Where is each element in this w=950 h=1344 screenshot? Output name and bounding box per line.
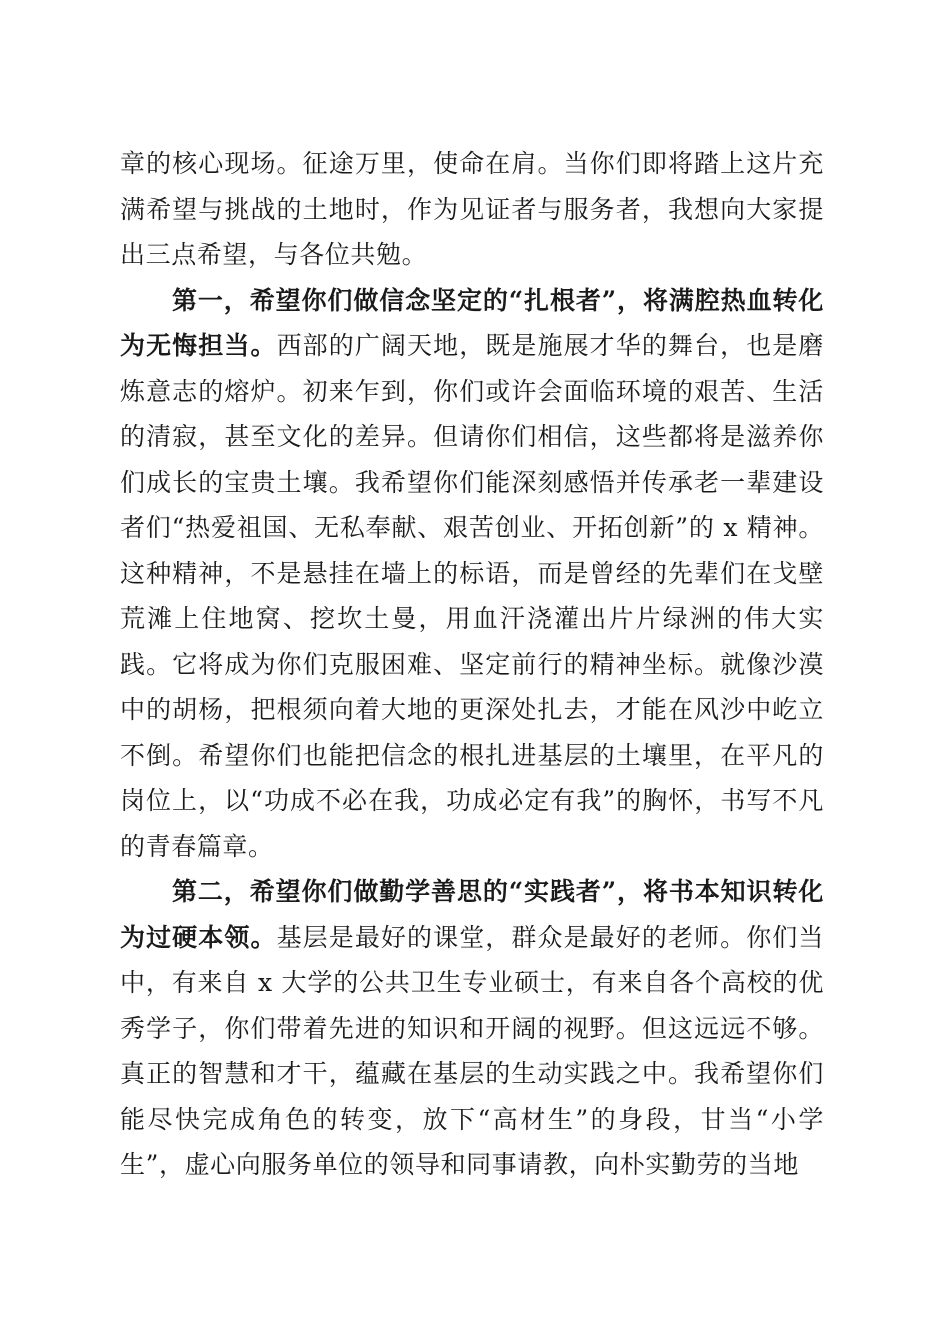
paragraph-lead: 第一，希望你们做信念坚定的“扎根者”，将满腔热血转化为无悔担当。 <box>120 285 824 360</box>
document-body <box>120 141 824 1188</box>
paragraph-text: 西部的广阔天地，既是施展才华的舞台，也是磨炼意志的熔炉。初来乍到，你们或许会面临环境的艰苦、生活的清寂，甚至文化的差异。但请你们相信，这些都将是滋养你们成长的宝贵土壤。我希望你们能深刻感悟并传承老一辈建设者们“热爱祖国、无私奉献、艰苦创业、开拓创新”的 x 精神。这种精神，不是悬挂在墙上的标语，而是曾经的先辈们在戈壁荒滩上住地窝、挖坎土曼，用血汗浇灌出片片绿洲的伟大实践。它将成为你们克服困难、坚定前行的精神坐标。就像沙漠中的胡杨，把根须向着大地的更深处扎去，才能在风沙中屹立不倒。希望你们也能把信念的根扎进基层的土壤里，在平凡的岗位上，以“功成不必在我，功成必定有我”的胸怀，书写不凡的青春篇章。 <box>120 331 824 861</box>
paragraph-first-hope <box>120 278 824 870</box>
paragraph-text: 基层是最好的课堂，群众是最好的老师。你们当中，有来自 x 大学的公共卫生专业硕士，有来自各个高校的优秀学子，你们带着先进的知识和开阔的视野。但这远远不够。真正的智慧和才干，蕴藏在基层的生动实践之中。我希望你们能尽快完成角色的转变，放下“高材生”的身段，甘当“小学生”，虚心向服务单位的领导和同事请教，向朴实勤劳的当地 <box>120 922 824 1179</box>
paragraph-continuation <box>120 141 824 278</box>
paragraph-text: 章的核心现场。征途万里，使命在肩。当你们即将踏上这片充满希望与挑战的土地时，作为见证者与服务者，我想向大家提出三点希望，与各位共勉。 <box>120 149 824 269</box>
paragraph-lead: 第二，希望你们做勤学善思的“实践者”，将书本知识转化为过硬本领。 <box>120 877 824 952</box>
paragraph-second-hope <box>120 869 824 1188</box>
